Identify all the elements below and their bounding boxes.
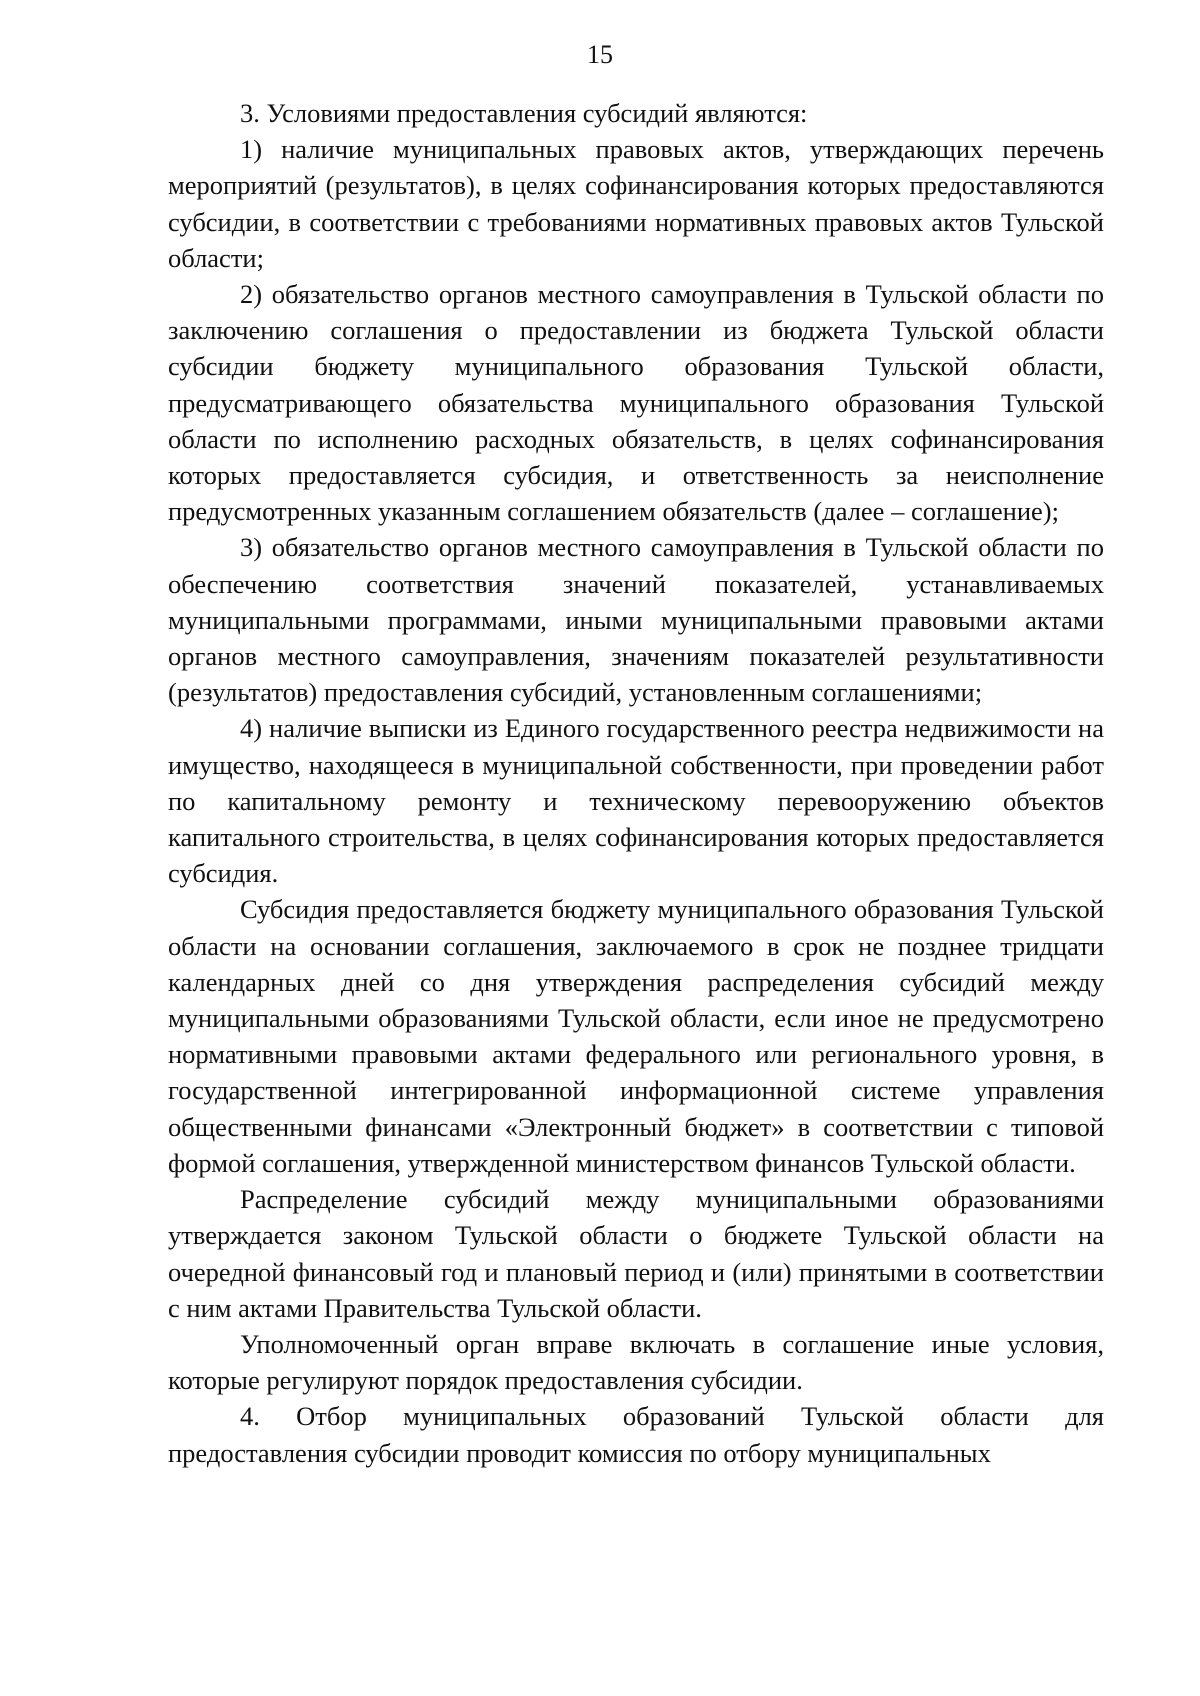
paragraph-condition-3: 3) обязательство органов местного самоуправления в Тульской области по обеспечению соответствия значений показателей, устанавливаемых муниципальными программами, иными муниципальными правовыми актами органов местного самоуправления, значениям показателей результативности (результатов) предоставления субсидий, установленным соглашениями; bbox=[168, 532, 1104, 708]
document-body bbox=[168, 95, 1104, 1471]
paragraph-conditions-heading: 3. Условиями предоставления субсидий являются: bbox=[240, 98, 808, 128]
paragraph-condition-2: 2) обязательство органов местного самоуправления в Тульской области по заключению соглашения о предоставлении из бюджета Тульской области субсидии бюджету муниципального образования Тульской области, предусматривающего обязательства муниципального образования Тульской области по исполнению расходных обязательств, в целях софинансирования которых предоставляется субсидия, и ответственность за неисполнение предусмотренных указанным соглашением обязательств (далее – соглашение); bbox=[168, 279, 1104, 527]
paragraph-condition-1: 1) наличие муниципальных правовых актов, утверждающих перечень мероприятий (результатов), в целях софинансирования которых предоставляются субсидии, в соответствии с требованиями нормативных правовых актов Тульской области; bbox=[168, 134, 1104, 273]
paragraph-subsidy-distribution: Распределение субсидий между муниципальными образованиями утверждается законом Тульской области о бюджете Тульской области на очередной финансовый год и плановый период и (или) принятыми в соответствии с ним актами Правительства Тульской области. bbox=[168, 1184, 1104, 1323]
page-number: 15 bbox=[587, 40, 613, 69]
paragraph-authorized-body: Уполномоченный орган вправе включать в соглашение иные условия, которые регулируют порядок предоставления субсидии. bbox=[168, 1328, 1104, 1396]
paragraph-condition-4: 4) наличие выписки из Единого государственного реестра недвижимости на имущество, находящееся в муниципальной собственности, при проведении работ по капитальному ремонту и техническому перевооружению объектов капитального строительства, в целях софинансирования которых предоставляется субсидия. bbox=[168, 713, 1104, 889]
paragraph-selection: 4. Отбор муниципальных образований Тульской области для предоставления субсидии проводит комиссия по отбору муниципальных bbox=[168, 1401, 1104, 1468]
paragraph-subsidy-agreement: Субсидия предоставляется бюджету муниципального образования Тульской области на основании соглашения, заключаемого в срок не позднее тридцати календарных дней со дня утверждения распределения субсидий между муниципальными образованиями Тульской области, если иное не предусмотрено нормативными правовыми актами федерального или регионального уровня, в государственной интегрированной информационной системе управления общественными финансами «Электронный бюджет» в соответствии с типовой формой соглашения, утвержденной министерством финансов Тульской области. bbox=[168, 894, 1104, 1178]
